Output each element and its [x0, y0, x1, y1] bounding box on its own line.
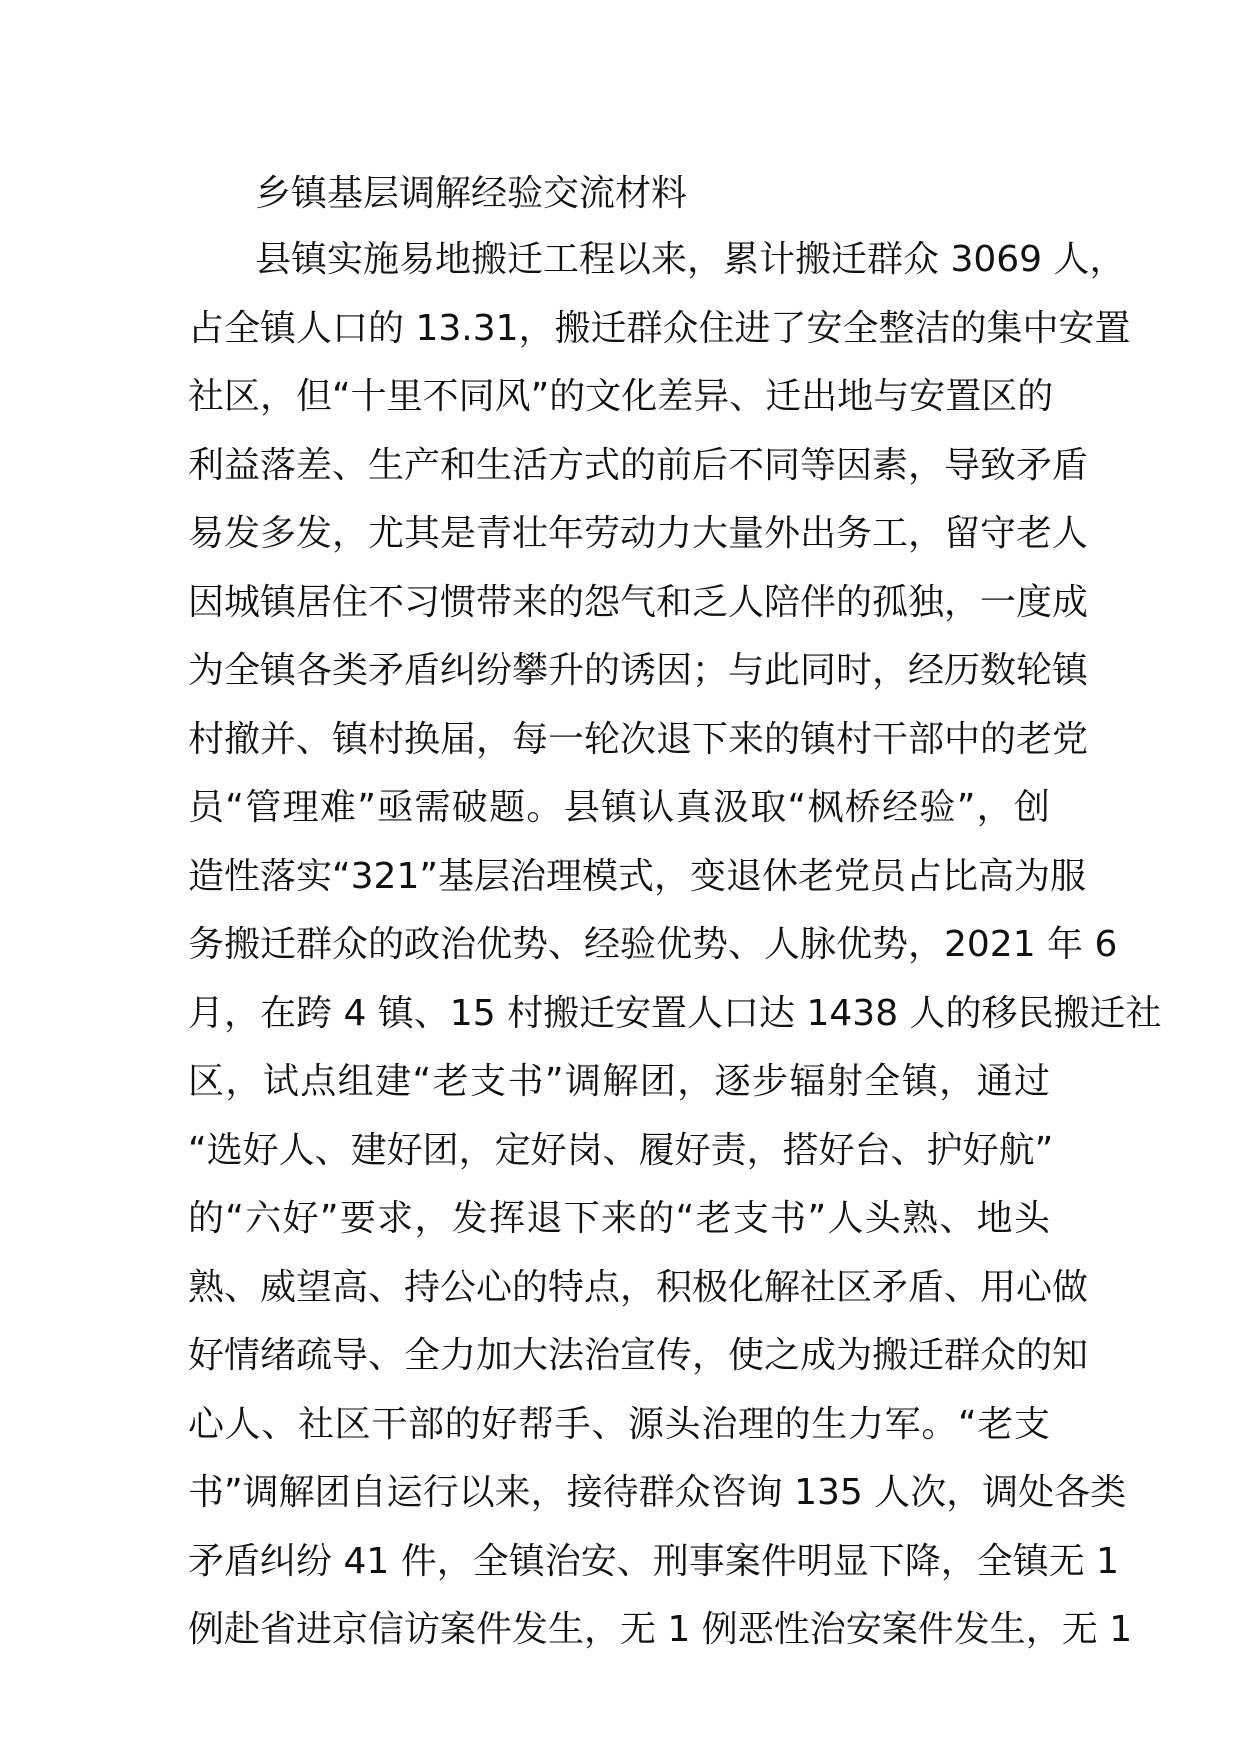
body-line: 员“管理难”亟需破题。县镇认真汲取“枫桥经验”，创: [188, 787, 1050, 828]
body-line: 熟、威望高、持公心的特点，积极化解社区矛盾、用心做: [188, 1266, 1089, 1308]
body-line: 占全镇人口的 13.31，搬迁群众住进了安全整洁的集中安置: [188, 307, 1131, 349]
body-line: 书”调解团自运行以来，接待群众咨询 135 人次，调处各类: [188, 1472, 1127, 1513]
body-line: 易发多发，尤其是青壮年劳动力大量外出务工，留守老人: [188, 513, 1089, 554]
body-line: 村撤并、镇村换届，每一轮次退下来的镇村干部中的老党: [188, 718, 1089, 760]
body-line: 为全镇各类矛盾纠纷攀升的诱因；与此同时，经历数轮镇: [188, 650, 1089, 691]
body-line: 造性落实“321”基层治理模式，变退休老党员占比高为服: [188, 855, 1087, 897]
document-body: [188, 238, 1162, 1677]
body-line: 务搬迁群众的政治优势、经验优势、人脉优势，2021 年 6: [188, 924, 1118, 965]
body-line: 因城镇居住不习惯带来的怨气和乏人陪伴的孤独，一度成: [188, 581, 1089, 623]
body-line: 利益落差、生产和生活方式的前后不同等因素，导致矛盾: [188, 444, 1089, 486]
body-line: 例赴省进京信访案件发生，无 1 例恶性治安案件发生，无 1: [188, 1609, 1133, 1650]
body-line: 矛盾纠纷 41 件，全镇治安、刑事案件明显下降，全镇无 1: [188, 1540, 1120, 1582]
body-line: 心人、社区干部的好帮手、源头治理的生力军。“老支: [188, 1403, 1050, 1445]
body-line: “选好人、建好团，定好岗、履好责，搭好台、护好航”: [188, 1129, 1054, 1171]
body-line: 区，试点组建“老支书”调解团，逐步辐射全镇，通过: [188, 1061, 1050, 1102]
body-line: 月，在跨 4 镇、15 村搬迁安置人口达 1438 人的移民搬迁社: [188, 992, 1162, 1034]
body-line: 好情绪疏导、全力加大法治宣传，使之成为搬迁群众的知: [188, 1335, 1089, 1376]
document-title: 乡镇基层调解经验交流材料: [255, 173, 688, 214]
body-line: 社区，但“十里不同风”的文化差异、迁出地与安置区的: [188, 376, 1054, 417]
body-line: 的“六好”要求，发挥退下来的“老支书”人头熟、地头: [188, 1198, 1050, 1239]
body-line: 县镇实施易地搬迁工程以来，累计搬迁群众 3069 人，: [255, 239, 1126, 280]
